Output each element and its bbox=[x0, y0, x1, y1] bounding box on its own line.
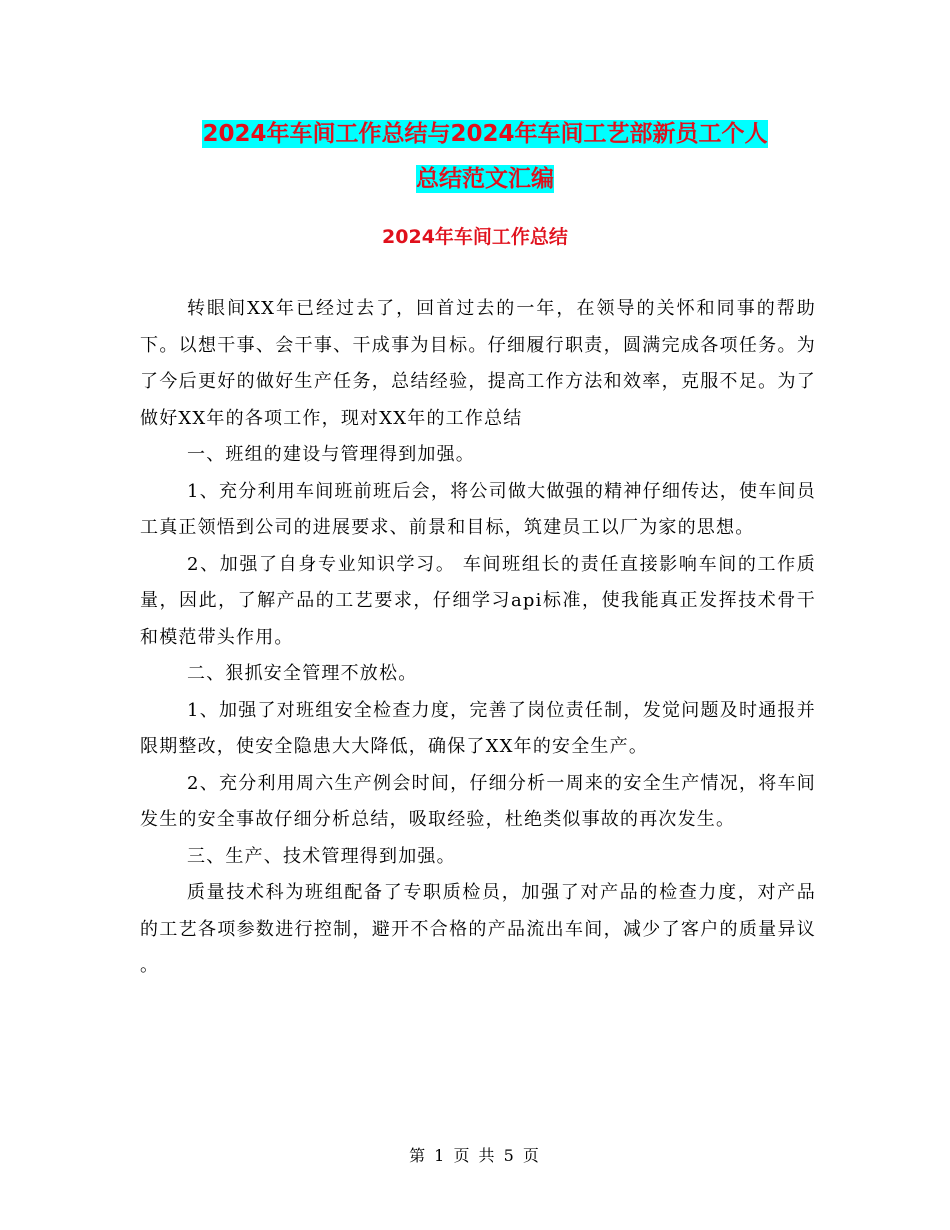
paragraph-safety-2: 2、充分利用周六生产例会时间，仔细分析一周来的安全生产情况，将车间发生的安全事故仔细分析总结，吸取经验，杜绝类似事故的再次发生。 bbox=[140, 772, 816, 830]
heading-team-building: 一、班组的建设与管理得到加强。 bbox=[187, 444, 475, 465]
paragraph-production-1: 质量技术科为班组配备了专职质检员，加强了对产品的检查力度，对产品的工艺各项参数进行控制，避开不合格的产品流出车间，减少了客户的质量异议 。 bbox=[140, 882, 816, 976]
paragraph-team-1: 1、充分利用车间班前班后会，将公司做大做强的精神仔细传达，使车间员工真正领悟到公司的进展要求、前景和目标，筑建员工以厂为家的思想。 bbox=[140, 480, 816, 538]
paragraph-intro: 转眼间XX年已经过去了，回首过去的一年，在领导的关怀和同事的帮助下。以想干事、会干事、干成事为目标。仔细履行职责，圆满完成各项任务。为了今后更好的做好生产任务，总结经验，提高工作方法和效率，克服不足。为了做好XX年的各项工作，现对XX年的工作总结 bbox=[140, 298, 816, 429]
document-body bbox=[140, 291, 816, 985]
heading-safety: 二、狠抓安全管理不放松。 bbox=[187, 663, 418, 684]
page-number-footer: 第 1 页 共 5 页 bbox=[409, 1146, 541, 1165]
paragraph-safety-1: 1、加强了对班组安全检查力度，完善了岗位责任制，发觉问题及时通报并限期整改，使安全隐患大大降低，确保了XX年的安全生产。 bbox=[140, 699, 816, 757]
document-title-line-1: 2024年车间工作总结与2024年车间工艺部新员工个人 bbox=[202, 121, 768, 147]
section-title: 2024年车间工作总结 bbox=[382, 226, 568, 248]
document-title bbox=[140, 112, 830, 202]
paragraph-team-2: 2、加强了自身专业知识学习。 车间班组长的责任直接影响车间的工作质量，因此，了解产品的工艺要求，仔细学习api标准，使我能真正发挥技术骨干和模范带头作用。 bbox=[140, 553, 816, 648]
heading-production: 三、生产、技术管理得到加强。 bbox=[187, 845, 456, 867]
document-title-line-2: 总结范文汇编 bbox=[416, 166, 554, 192]
